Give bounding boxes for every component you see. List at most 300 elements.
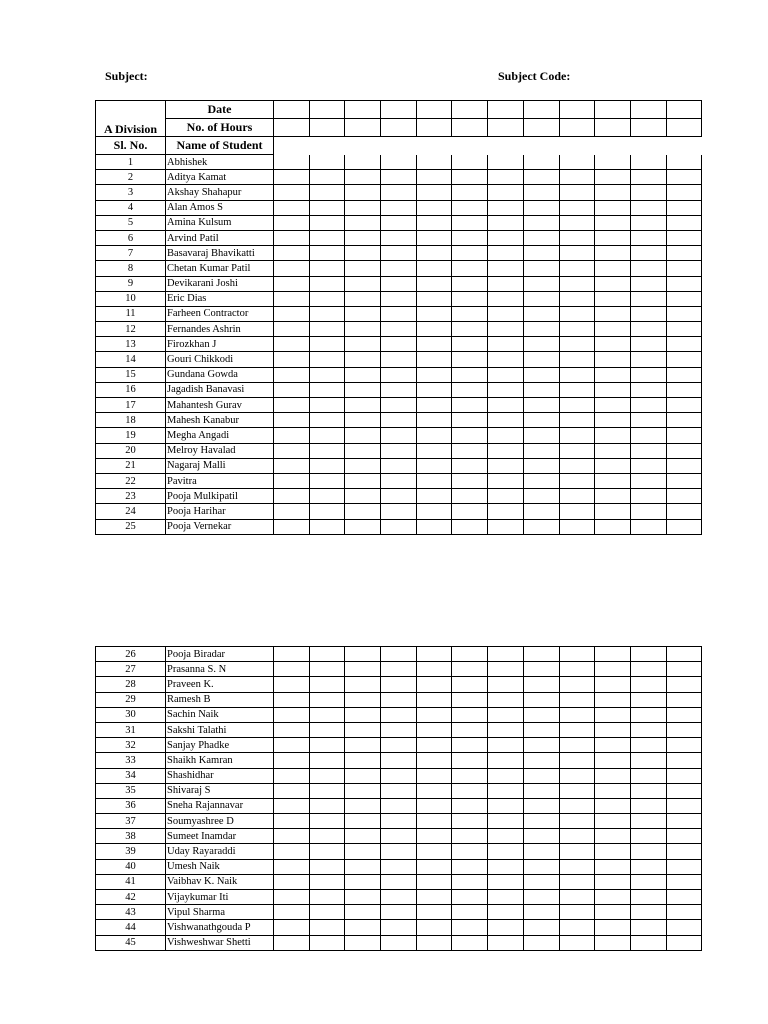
attendance-cell (309, 230, 345, 245)
attendance-cell (559, 337, 595, 352)
attendance-cell (416, 428, 452, 443)
attendance-cell (559, 768, 595, 783)
student-row (96, 814, 702, 829)
attendance-cell (488, 920, 524, 935)
attendance-cell (559, 844, 595, 859)
serial-number: 2 (96, 170, 166, 185)
attendance-cell (488, 722, 524, 737)
serial-number: 17 (96, 398, 166, 413)
attendance-cell (488, 306, 524, 321)
student-row (96, 200, 702, 215)
attendance-cell (559, 200, 595, 215)
date-cell (452, 101, 488, 119)
attendance-cell (666, 443, 702, 458)
student-name: Shivaraj S (166, 783, 274, 798)
student-row (96, 707, 702, 722)
attendance-cell (595, 276, 631, 291)
attendance-cell (523, 677, 559, 692)
student-name: Mahesh Kanabur (166, 413, 274, 428)
attendance-cell (309, 504, 345, 519)
attendance-cell (523, 692, 559, 707)
student-row (96, 155, 702, 170)
attendance-cell (274, 398, 310, 413)
serial-number: 36 (96, 798, 166, 813)
student-row (96, 874, 702, 889)
attendance-cell (345, 890, 381, 905)
attendance-cell (274, 473, 310, 488)
attendance-cell (595, 428, 631, 443)
attendance-cell (416, 814, 452, 829)
student-name: Basavaraj Bhavikatti (166, 246, 274, 261)
attendance-cell (452, 647, 488, 662)
attendance-cell (452, 874, 488, 889)
attendance-cell (452, 306, 488, 321)
attendance-cell (345, 519, 381, 534)
serial-number: 24 (96, 504, 166, 519)
serial-number: 25 (96, 519, 166, 534)
student-row (96, 677, 702, 692)
serial-number: 3 (96, 185, 166, 200)
attendance-cell (381, 382, 417, 397)
attendance-cell (452, 170, 488, 185)
attendance-cell (452, 261, 488, 276)
student-row (96, 322, 702, 337)
attendance-cell (630, 337, 666, 352)
attendance-cell (666, 200, 702, 215)
hours-label: No. of Hours (166, 119, 274, 137)
attendance-cell (416, 722, 452, 737)
attendance-cell (595, 798, 631, 813)
attendance-cell (416, 753, 452, 768)
attendance-cell (452, 504, 488, 519)
attendance-cell (381, 829, 417, 844)
student-name: Melroy Havalad (166, 443, 274, 458)
attendance-cell (559, 783, 595, 798)
attendance-cell (345, 398, 381, 413)
blank-cell (381, 137, 417, 155)
attendance-cell (452, 738, 488, 753)
serial-number: 37 (96, 814, 166, 829)
student-row (96, 783, 702, 798)
attendance-cell (595, 920, 631, 935)
attendance-cell (274, 662, 310, 677)
attendance-cell (523, 306, 559, 321)
attendance-cell (488, 322, 524, 337)
attendance-cell (630, 246, 666, 261)
attendance-cell (452, 428, 488, 443)
attendance-cell (559, 920, 595, 935)
attendance-cell (416, 738, 452, 753)
attendance-cell (630, 473, 666, 488)
attendance-cell (666, 382, 702, 397)
attendance-cell (488, 504, 524, 519)
hours-row (96, 119, 702, 137)
attendance-cell (559, 170, 595, 185)
attendance-cell (559, 261, 595, 276)
attendance-cell (630, 874, 666, 889)
attendance-cell (666, 261, 702, 276)
attendance-cell (523, 920, 559, 935)
student-row (96, 458, 702, 473)
attendance-cell (630, 276, 666, 291)
attendance-cell (309, 890, 345, 905)
blank-cell (523, 137, 559, 155)
attendance-cell (381, 367, 417, 382)
attendance-cell (595, 185, 631, 200)
attendance-cell (523, 935, 559, 950)
attendance-cell (595, 322, 631, 337)
attendance-cell (630, 844, 666, 859)
student-name: Uday Rayaraddi (166, 844, 274, 859)
student-row (96, 489, 702, 504)
attendance-cell (452, 489, 488, 504)
attendance-cell (452, 215, 488, 230)
attendance-cell (274, 246, 310, 261)
attendance-cell (630, 200, 666, 215)
student-row (96, 367, 702, 382)
attendance-cell (452, 291, 488, 306)
attendance-cell (630, 692, 666, 707)
attendance-cell (309, 489, 345, 504)
serial-number: 23 (96, 489, 166, 504)
attendance-cell (381, 677, 417, 692)
attendance-cell (345, 443, 381, 458)
attendance-cell (309, 692, 345, 707)
attendance-cell (488, 844, 524, 859)
attendance-cell (309, 829, 345, 844)
attendance-cell (381, 692, 417, 707)
attendance-cell (309, 398, 345, 413)
attendance-cell (309, 246, 345, 261)
attendance-cell (523, 707, 559, 722)
attendance-cell (381, 647, 417, 662)
attendance-cell (309, 874, 345, 889)
attendance-cell (381, 230, 417, 245)
attendance-cell (523, 443, 559, 458)
attendance-cell (381, 261, 417, 276)
attendance-cell (345, 859, 381, 874)
attendance-cell (488, 382, 524, 397)
student-name: Sumeet Inamdar (166, 829, 274, 844)
attendance-cell (309, 170, 345, 185)
attendance-cell (345, 230, 381, 245)
attendance-cell (488, 428, 524, 443)
attendance-cell (452, 200, 488, 215)
serial-number: 43 (96, 905, 166, 920)
attendance-cell (345, 677, 381, 692)
attendance-cell (559, 722, 595, 737)
attendance-cell (595, 489, 631, 504)
serial-number: 45 (96, 935, 166, 950)
attendance-cell (559, 829, 595, 844)
attendance-cell (559, 647, 595, 662)
attendance-cell (381, 890, 417, 905)
attendance-cell (309, 519, 345, 534)
attendance-cell (630, 783, 666, 798)
attendance-cell (345, 738, 381, 753)
attendance-cell (630, 413, 666, 428)
attendance-cell (345, 337, 381, 352)
attendance-cell (309, 337, 345, 352)
attendance-cell (630, 489, 666, 504)
attendance-cell (559, 692, 595, 707)
attendance-cell (523, 413, 559, 428)
attendance-cell (416, 261, 452, 276)
attendance-cell (416, 489, 452, 504)
attendance-cell (523, 367, 559, 382)
serial-number: 26 (96, 647, 166, 662)
attendance-cell (666, 155, 702, 170)
attendance-cell (452, 398, 488, 413)
attendance-cell (416, 473, 452, 488)
attendance-cell (381, 859, 417, 874)
attendance-cell (309, 200, 345, 215)
attendance-cell (345, 783, 381, 798)
attendance-cell (523, 291, 559, 306)
student-row (96, 337, 702, 352)
attendance-cell (309, 458, 345, 473)
student-name: Vijaykumar Iti (166, 890, 274, 905)
attendance-cell (559, 428, 595, 443)
date-cell (488, 101, 524, 119)
attendance-cell (274, 905, 310, 920)
attendance-cell (488, 200, 524, 215)
attendance-cell (381, 443, 417, 458)
student-row (96, 920, 702, 935)
attendance-cell (416, 230, 452, 245)
attendance-cell (666, 306, 702, 321)
attendance-cell (630, 291, 666, 306)
attendance-cell (523, 859, 559, 874)
attendance-cell (488, 519, 524, 534)
attendance-cell (274, 783, 310, 798)
attendance-cell (488, 738, 524, 753)
attendance-cell (274, 814, 310, 829)
attendance-cell (309, 707, 345, 722)
attendance-cell (274, 428, 310, 443)
attendance-cell (452, 367, 488, 382)
attendance-cell (274, 890, 310, 905)
attendance-cell (416, 458, 452, 473)
attendance-cell (559, 246, 595, 261)
attendance-cell (559, 859, 595, 874)
attendance-cell (274, 337, 310, 352)
attendance-cell (523, 261, 559, 276)
attendance-cell (523, 905, 559, 920)
hours-cell (523, 119, 559, 137)
attendance-cell (595, 413, 631, 428)
student-name: Sachin Naik (166, 707, 274, 722)
attendance-cell (523, 352, 559, 367)
attendance-cell (274, 519, 310, 534)
attendance-cell (274, 367, 310, 382)
blank-cell (274, 137, 310, 155)
blank-cell (452, 137, 488, 155)
attendance-cell (416, 707, 452, 722)
attendance-cell (595, 261, 631, 276)
attendance-cell (274, 458, 310, 473)
attendance-cell (559, 905, 595, 920)
attendance-cell (309, 798, 345, 813)
student-row (96, 753, 702, 768)
attendance-cell (416, 798, 452, 813)
attendance-cell (666, 692, 702, 707)
attendance-cell (595, 215, 631, 230)
attendance-cell (345, 920, 381, 935)
attendance-cell (345, 413, 381, 428)
attendance-cell (488, 874, 524, 889)
attendance-cell (381, 662, 417, 677)
attendance-cell (309, 276, 345, 291)
hours-cell (559, 119, 595, 137)
blank-cell (630, 137, 666, 155)
attendance-cell (666, 905, 702, 920)
serial-number: 20 (96, 443, 166, 458)
attendance-cell (595, 874, 631, 889)
attendance-cell (488, 753, 524, 768)
attendance-cell (559, 489, 595, 504)
attendance-cell (666, 677, 702, 692)
attendance-cell (630, 519, 666, 534)
attendance-cell (416, 783, 452, 798)
attendance-cell (381, 753, 417, 768)
serial-number: 34 (96, 768, 166, 783)
student-name: Pooja Harihar (166, 504, 274, 519)
attendance-cell (274, 844, 310, 859)
attendance-cell (630, 170, 666, 185)
attendance-cell (381, 352, 417, 367)
attendance-cell (559, 798, 595, 813)
attendance-cell (274, 155, 310, 170)
student-row (96, 844, 702, 859)
attendance-cell (488, 367, 524, 382)
attendance-cell (488, 798, 524, 813)
attendance-cell (274, 874, 310, 889)
sl-no-header: Sl. No. (96, 137, 166, 155)
attendance-cell (345, 291, 381, 306)
attendance-cell (345, 155, 381, 170)
attendance-cell (559, 473, 595, 488)
student-row (96, 443, 702, 458)
attendance-cell (381, 844, 417, 859)
attendance-cell (488, 458, 524, 473)
attendance-cell (274, 738, 310, 753)
attendance-cell (595, 662, 631, 677)
attendance-cell (452, 443, 488, 458)
attendance-cell (630, 890, 666, 905)
attendance-cell (452, 662, 488, 677)
attendance-cell (381, 768, 417, 783)
student-name: Sneha Rajannavar (166, 798, 274, 813)
attendance-cell (595, 935, 631, 950)
attendance-cell (381, 935, 417, 950)
attendance-cell (488, 398, 524, 413)
attendance-cell (309, 814, 345, 829)
student-row (96, 306, 702, 321)
student-row (96, 662, 702, 677)
attendance-cell (523, 519, 559, 534)
attendance-cell (559, 458, 595, 473)
attendance-cell (630, 504, 666, 519)
attendance-cell (345, 647, 381, 662)
student-row (96, 768, 702, 783)
student-row (96, 413, 702, 428)
attendance-cell (559, 155, 595, 170)
attendance-cell (595, 246, 631, 261)
student-row (96, 261, 702, 276)
serial-number: 14 (96, 352, 166, 367)
attendance-cell (630, 722, 666, 737)
attendance-cell (416, 647, 452, 662)
attendance-cell (523, 170, 559, 185)
attendance-cell (630, 768, 666, 783)
serial-number: 42 (96, 890, 166, 905)
attendance-cell (488, 276, 524, 291)
attendance-cell (559, 382, 595, 397)
student-row (96, 738, 702, 753)
attendance-cell (345, 768, 381, 783)
attendance-cell (309, 738, 345, 753)
attendance-cell (381, 722, 417, 737)
attendance-cell (630, 428, 666, 443)
student-name: Nagaraj Malli (166, 458, 274, 473)
attendance-cell (452, 322, 488, 337)
student-name: Devikarani Joshi (166, 276, 274, 291)
serial-number: 29 (96, 692, 166, 707)
date-cell (630, 101, 666, 119)
student-row (96, 519, 702, 534)
date-cell (666, 101, 702, 119)
attendance-cell (345, 200, 381, 215)
student-name: Arvind Patil (166, 230, 274, 245)
attendance-cell (666, 291, 702, 306)
attendance-cell (630, 322, 666, 337)
attendance-cell (381, 489, 417, 504)
attendance-cell (488, 443, 524, 458)
attendance-cell (559, 662, 595, 677)
attendance-cell (488, 246, 524, 261)
attendance-cell (274, 798, 310, 813)
attendance-cell (381, 519, 417, 534)
attendance-cell (381, 246, 417, 261)
attendance-cell (523, 829, 559, 844)
attendance-cell (309, 768, 345, 783)
attendance-cell (595, 692, 631, 707)
attendance-cell (274, 677, 310, 692)
attendance-cell (595, 783, 631, 798)
attendance-cell (345, 170, 381, 185)
attendance-cell (666, 798, 702, 813)
attendance-cell (274, 504, 310, 519)
attendance-cell (488, 890, 524, 905)
attendance-cell (595, 398, 631, 413)
attendance-cell (595, 337, 631, 352)
attendance-cell (630, 859, 666, 874)
student-row (96, 170, 702, 185)
attendance-cell (452, 677, 488, 692)
serial-number: 12 (96, 322, 166, 337)
serial-number: 41 (96, 874, 166, 889)
attendance-cell (666, 814, 702, 829)
student-name: Pavitra (166, 473, 274, 488)
attendance-cell (488, 647, 524, 662)
attendance-cell (416, 322, 452, 337)
attendance-cell (666, 783, 702, 798)
date-cell (309, 101, 345, 119)
attendance-cell (416, 874, 452, 889)
attendance-cell (630, 230, 666, 245)
serial-number: 35 (96, 783, 166, 798)
